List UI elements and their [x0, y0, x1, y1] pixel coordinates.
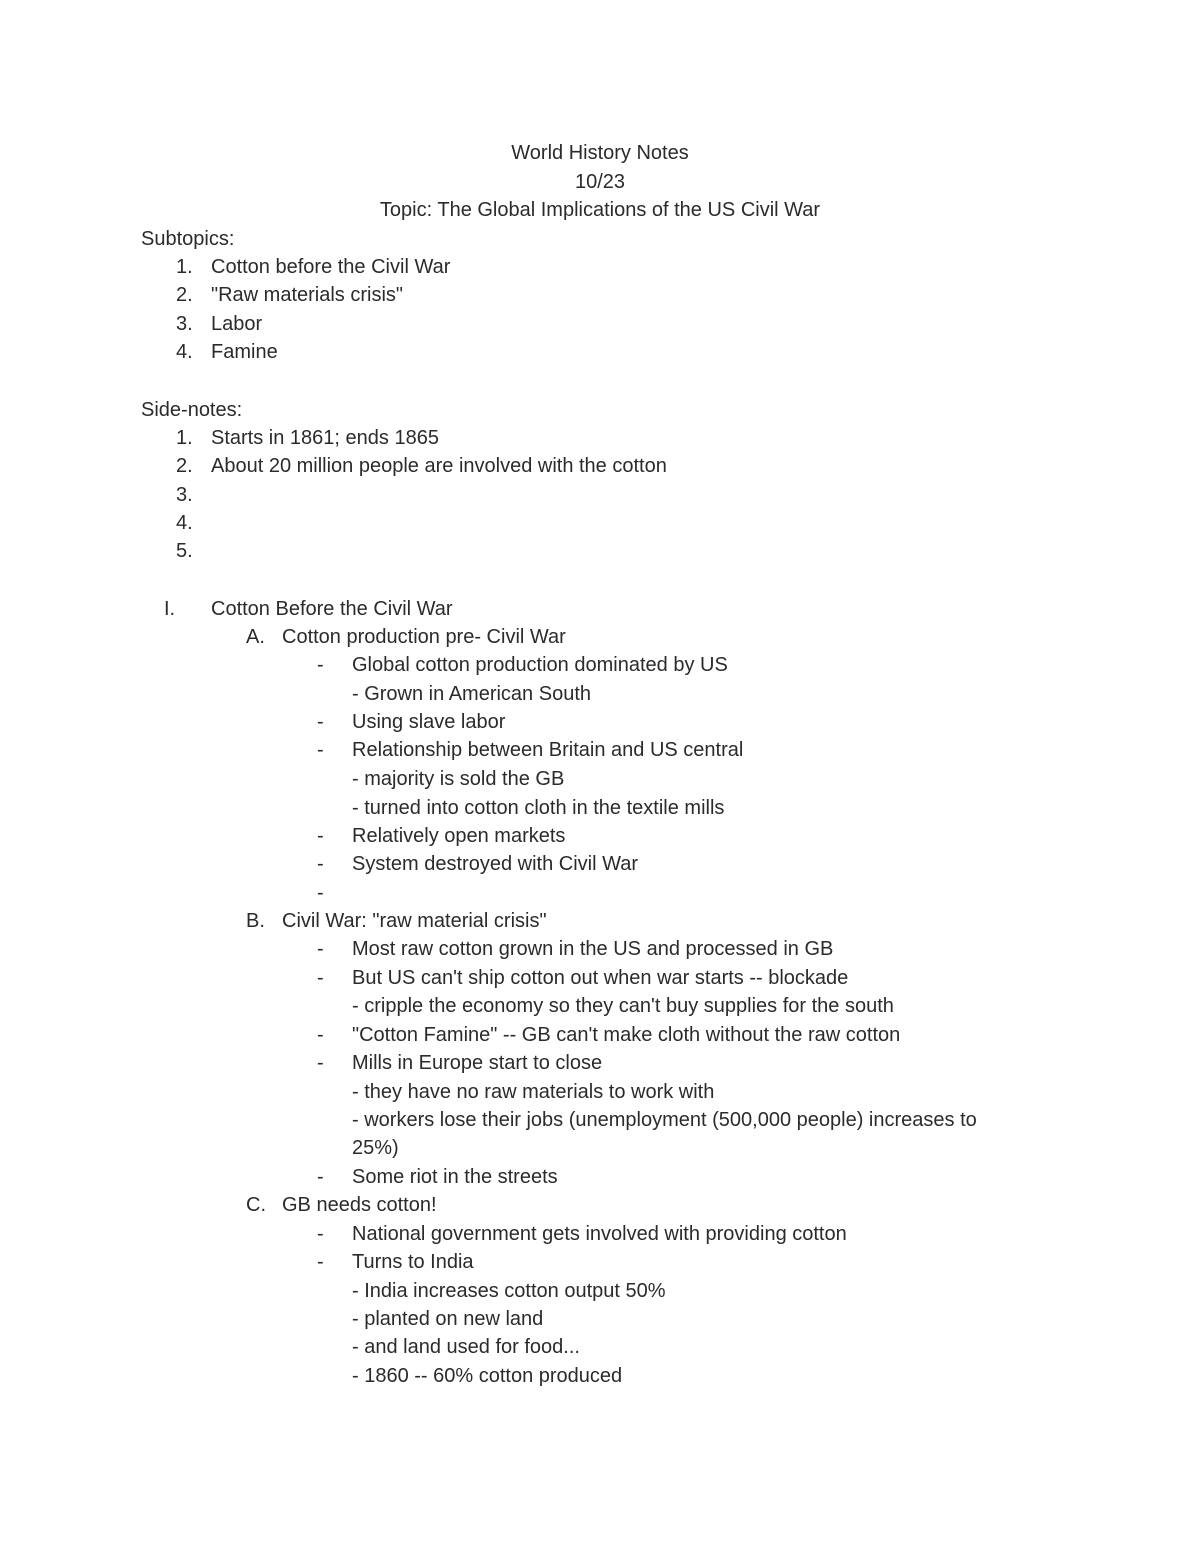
subtopic-item: Famine: [211, 341, 278, 363]
outline-subpoint: - workers lose their jobs (unemployment (500,000 people) increases to: [352, 1109, 977, 1131]
outline-point: Turns to India: [352, 1251, 474, 1273]
document-date: 10/23: [574, 171, 626, 193]
list-number: 4.: [176, 341, 193, 363]
outline-point: Global cotton production dominated by US: [352, 654, 728, 676]
dash-bullet: -: [317, 825, 324, 847]
dash-bullet: -: [317, 711, 324, 733]
outline-point: Most raw cotton grown in the US and processed in GB: [352, 938, 834, 960]
outline-subsection-marker: A.: [246, 626, 265, 648]
outline-subpoint: - India increases cotton output 50%: [352, 1280, 666, 1302]
outline-subpoint: - majority is sold the GB: [352, 768, 565, 790]
dash-bullet: -: [317, 1024, 324, 1046]
dash-bullet: -: [317, 882, 324, 904]
document-title: World History Notes: [511, 142, 689, 164]
outline-subsection-title: GB needs cotton!: [282, 1194, 437, 1216]
list-number: 4.: [176, 512, 193, 534]
list-number: 3.: [176, 313, 193, 335]
outline-subsection-title: Civil War: "raw material crisis": [282, 910, 547, 932]
outline-point: Relationship between Britain and US central: [352, 739, 744, 761]
outline-point: Using slave labor: [352, 711, 506, 733]
dash-bullet: -: [317, 853, 324, 875]
outline-subsection-marker: B.: [246, 910, 265, 932]
list-number: 1.: [176, 256, 193, 278]
list-number: 1.: [176, 427, 193, 449]
subtopics-heading: Subtopics:: [141, 228, 235, 250]
outline-subsection-marker: C.: [246, 1194, 266, 1216]
outline-subpoint: - Grown in American South: [352, 683, 591, 705]
outline-point: "Cotton Famine" -- GB can't make cloth without the raw cotton: [352, 1024, 901, 1046]
outline-subpoint: - planted on new land: [352, 1308, 544, 1330]
outline-subpoint: - 1860 -- 60% cotton produced: [352, 1365, 623, 1387]
list-number: 3.: [176, 484, 193, 506]
dash-bullet: -: [317, 1251, 324, 1273]
sidenote-item: Starts in 1861; ends 1865: [211, 427, 439, 449]
dash-bullet: -: [317, 1166, 324, 1188]
subtopic-item: "Raw materials crisis": [211, 284, 404, 306]
outline-subsection-title: Cotton production pre- Civil War: [282, 626, 566, 648]
outline-point: National government gets involved with providing cotton: [352, 1223, 847, 1245]
list-number: 2.: [176, 455, 193, 477]
subtopic-item: Labor: [211, 313, 263, 335]
sidenote-item: About 20 million people are involved with the cotton: [211, 455, 667, 477]
dash-bullet: -: [317, 967, 324, 989]
sidenotes-heading: Side-notes:: [141, 399, 243, 421]
list-number: 2.: [176, 284, 193, 306]
outline-subpoint: - and land used for food...: [352, 1336, 580, 1358]
subtopic-item: Cotton before the Civil War: [211, 256, 451, 278]
outline-subpoint-continuation: 25%): [352, 1137, 399, 1159]
dash-bullet: -: [317, 739, 324, 761]
outline-subpoint: - turned into cotton cloth in the textile mills: [352, 797, 725, 819]
outline-point: Mills in Europe start to close: [352, 1052, 603, 1074]
outline-point: Relatively open markets: [352, 825, 566, 847]
document-topic: Topic: The Global Implications of the US Civil War: [379, 199, 821, 221]
dash-bullet: -: [317, 654, 324, 676]
dash-bullet: -: [317, 1052, 324, 1074]
outline-section-title: Cotton Before the Civil War: [211, 598, 453, 620]
list-number: 5.: [176, 540, 193, 562]
outline-subpoint: - they have no raw materials to work with: [352, 1081, 715, 1103]
dash-bullet: -: [317, 1223, 324, 1245]
outline-section-marker: I.: [164, 598, 176, 620]
outline-point: Some riot in the streets: [352, 1166, 558, 1188]
outline-subpoint: - cripple the economy so they can't buy supplies for the south: [352, 995, 894, 1017]
dash-bullet: -: [317, 938, 324, 960]
outline-point: System destroyed with Civil War: [352, 853, 638, 875]
outline-point: But US can't ship cotton out when war starts -- blockade: [352, 967, 849, 989]
